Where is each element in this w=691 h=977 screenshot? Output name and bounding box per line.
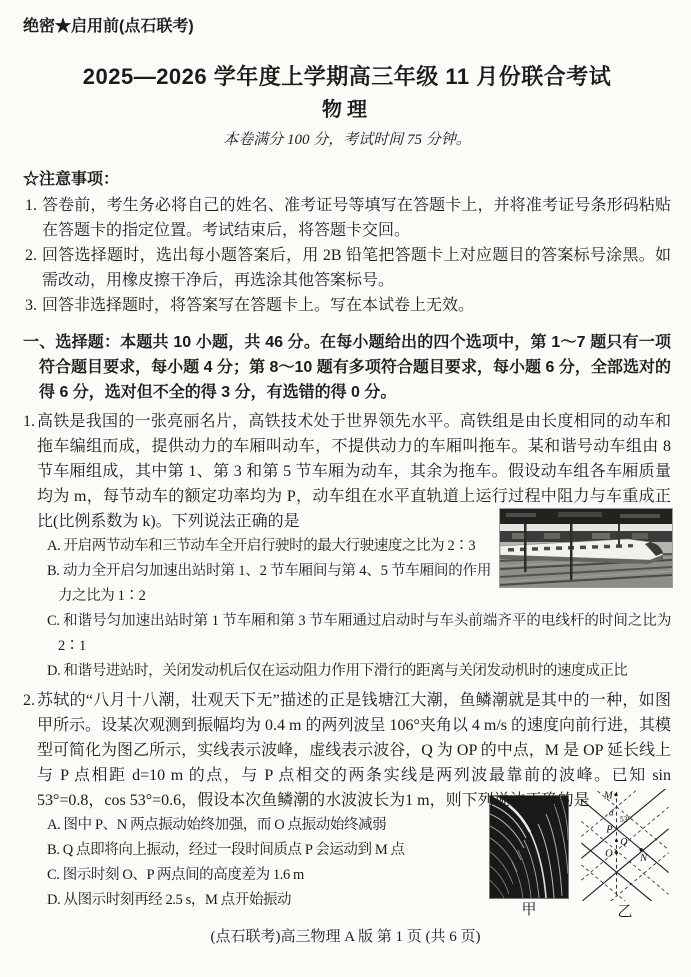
exam-title: 2025—2026 学年度上学期高三年级 11 月份联合考试 (82, 64, 612, 89)
point-label-n: N (640, 853, 648, 865)
question-2 (23, 688, 671, 920)
angle-label: 53° (619, 815, 632, 825)
option-b: B. 动力全开启匀加速出站时第 1、2 节车厢间与第 4、5 节车厢间的作用力之比为 1∶2 (47, 563, 491, 604)
question-options (37, 790, 671, 920)
question-number: 1. (23, 413, 35, 430)
option-d: D. 和谐号进站时，关闭发动机后仅在运动阻力作用下滑行的距离与关闭发动机时的速度成正比 (47, 663, 628, 679)
notice-section (23, 167, 671, 318)
figure-yi (579, 789, 671, 921)
question-text: 高铁是我国的一张亮丽名片，高铁技术处于世界领先水平。高铁组是由长度相同的动车和拖车编组而成，提供动力的车厢叫动车，不提供动力的车厢叫拖车。某和谐号动车组由 8 节车厢组成，其中第 1、第 3 和第 5 节车厢为动车，其余为拖车。假设动车组各车厢质量均为 m，每节动车的额定功率均为 P，动车组在水平直轨道上运行过程中阻力与车重成正比(比例系数为 k)。下列说法正确的是 (37, 413, 671, 530)
notice-item-text: 答卷前，考生务必将自己的姓名、准考证号等填写在答题卡上，并将准考证号条形码粘贴在答题卡的指定位置。考试结束后，将答题卡交回。 (42, 197, 671, 239)
notice-item-number: 2. (25, 247, 37, 264)
option-c: C. 图示时刻 O、P 两点间的高度差为 1.6 m (47, 867, 304, 883)
point-label-o: O (605, 848, 613, 860)
train-station-photo (499, 508, 671, 586)
notice-heading: ☆注意事项： (23, 171, 120, 188)
section-heading: 一、选择题：本题共 10 小题，共 46 分。在每小题给出的四个选项中，第 1～7 题只有一项符合题目要求，每小题 4 分；第 8～10 题有多项符合题目要求，每小题 6 分，全部选对的得 6 分，选对但不全的得 3 分，有选错的得 0 分。 (23, 334, 671, 401)
distance-label-d: d (608, 808, 614, 819)
subject-title: 物理 (322, 99, 372, 121)
option-b: B. Q 点即将向上振动，经过一段时间质点 P 会运动到 M 点 (47, 842, 405, 858)
question-text: 苏轼的“八月十八潮，壮观天下无”描述的正是钱塘江大潮，鱼鳞潮就是其中的一种，如图甲所示。设某次观测到振幅均为 0.4 m 的两列波呈 106°夹角以 4 m/s 的速度向前行进，其模型可简化为图乙所示，实线表示波峰，虚线表示波谷，Q 为 OP 的中点，M 是 OP 延长线上与 P 点相距 d=10 m 的点，与 P 点相交的两条实线是两列波最靠前的波峰。已知 sin 53°=0.8，cos 53°=0.6，假设本次鱼鳞潮的水波波长为1 m，则下列说法正确的是 (37, 692, 671, 809)
notice-item-number: 1. (25, 197, 37, 214)
exam-info-line: 本卷满分 100 分，考试时间 75 分钟。 (223, 132, 471, 148)
notice-item-number: 3. (25, 297, 37, 314)
point-label-q: Q (620, 837, 628, 848)
notice-item-text: 回答选择题时，选出每小题答案后，用 2B 铅笔把答题卡上对应题目的答案标号涂黑。如需改动，用橡皮擦干净后，再选涂其他答案标号。 (42, 247, 671, 289)
option-a: A. 开启两节动车和三节动车全开启行驶时的最大行驶速度之比为 2∶3 (47, 538, 476, 554)
classification-banner: 绝密★启用前(点石联考) (23, 18, 194, 35)
figure-label-jia: 甲 (521, 902, 537, 918)
notice-item (23, 243, 671, 293)
wave-model-diagram (579, 789, 671, 901)
figure-label-yi: 乙 (617, 904, 633, 920)
notice-item (23, 293, 671, 318)
option-a: A. 图中 P、N 两点振动始终加强，而 O 点振动始终减弱 (47, 817, 387, 833)
question-number: 2. (23, 692, 35, 709)
question-options (37, 534, 671, 684)
notice-item-text: 回答非选择题时，将答案写在答题卡上。写在本试卷上无效。 (42, 297, 475, 314)
notice-item (23, 193, 671, 243)
option-c: C. 和谐号匀加速出站时第 1 节车厢和第 3 节车厢通过启动时与车头前端齐平的电线杆的时间之比为 2∶1 (47, 613, 671, 654)
option-d: D. 从图示时刻再经 2.5 s，M 点开始振动 (47, 892, 292, 908)
point-label-m: M (603, 790, 613, 802)
page-footer: (点石联考)高三物理 A 版 第 1 页 (共 6 页) (210, 929, 481, 945)
point-label-p: P (606, 824, 613, 836)
question-1 (23, 409, 671, 684)
